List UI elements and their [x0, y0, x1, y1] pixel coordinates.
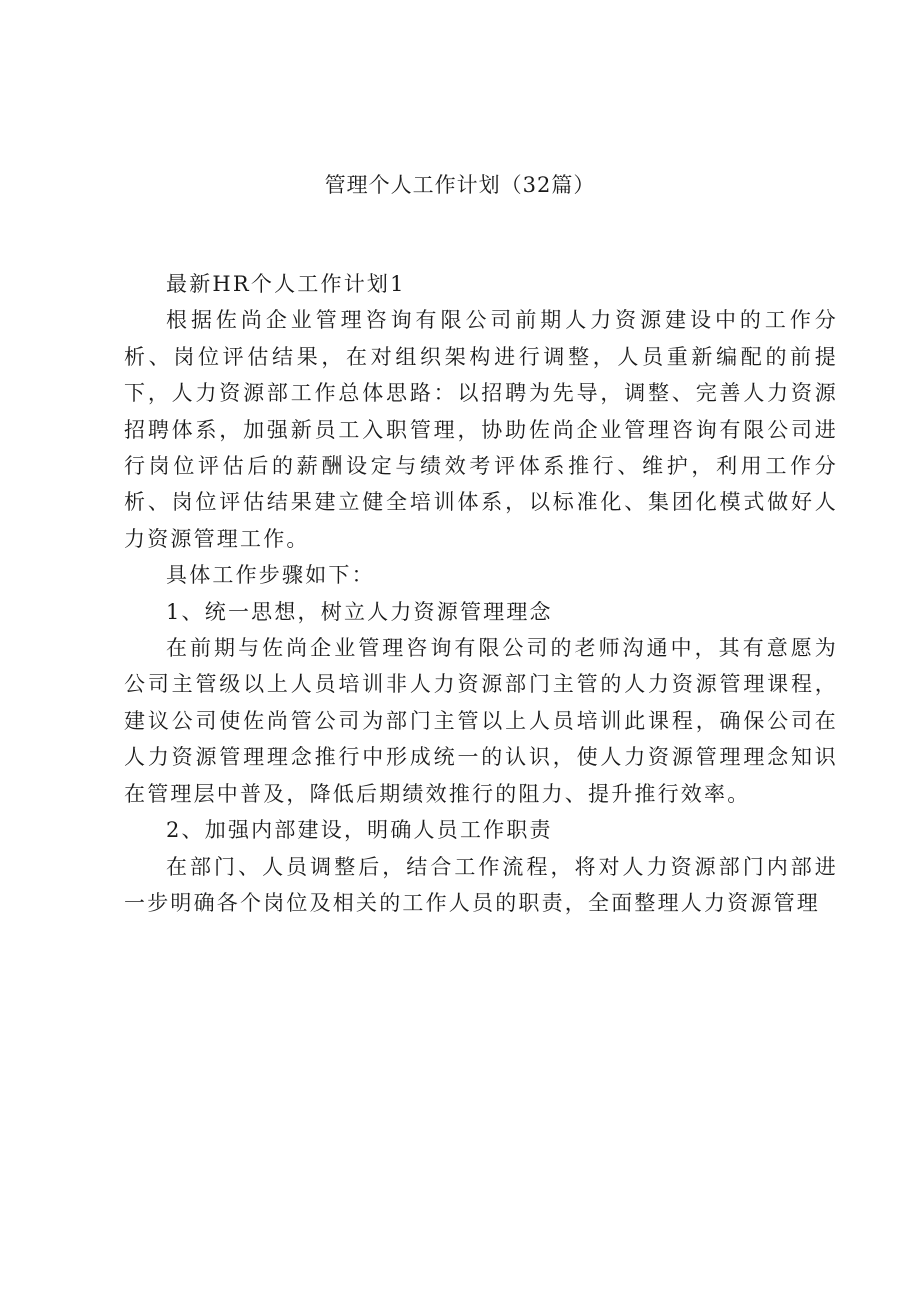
paragraph: 在前期与佐尚企业管理咨询有限公司的老师沟通中，其有意愿为公司主管级以上人员培训非人力资源部门主管的人力资源管理课程，建议公司使佐尚管公司为部门主管以上人员培训此课程，确保公司在人力资源管理理念推行中形成统一的认识，使人力资源管理理念知识在管理层中普及，降低后期绩效推行的阻力、提升推行效率。 — [124, 636, 838, 806]
numbered-heading: 2、加强内部建设，明确人员工作职责 — [166, 818, 553, 843]
paragraph: 具体工作步骤如下： — [166, 563, 375, 588]
paragraph: 根据佐尚企业管理咨询有限公司前期人力资源建设中的工作分析、岗位评估结果，在对组织架构进行调整，人员重新编配的前提下，人力资源部工作总体思路：以招聘为先导，调整、完善人力资源招聘体系，加强新员工入职管理，协助佐尚企业管理咨询有限公司进行岗位评估后的薪酬设定与绩效考评体系推行、维护，利用工作分析、岗位评估结果建立健全培训体系，以标准化、集团化模式做好人力资源管理工作。 — [124, 308, 838, 551]
paragraph: 在部门、人员调整后，结合工作流程，将对人力资源部门内部进一步明确各个岗位及相关的工作人员的职责，全面整理人力资源管理 — [124, 854, 838, 915]
document-title: 管理个人工作计划（32篇） — [324, 173, 596, 197]
section-heading: 最新HR个人工作计划1 — [166, 272, 406, 296]
document-body — [124, 266, 838, 921]
numbered-heading: 1、统一思想，树立人力资源管理理念 — [166, 599, 553, 624]
